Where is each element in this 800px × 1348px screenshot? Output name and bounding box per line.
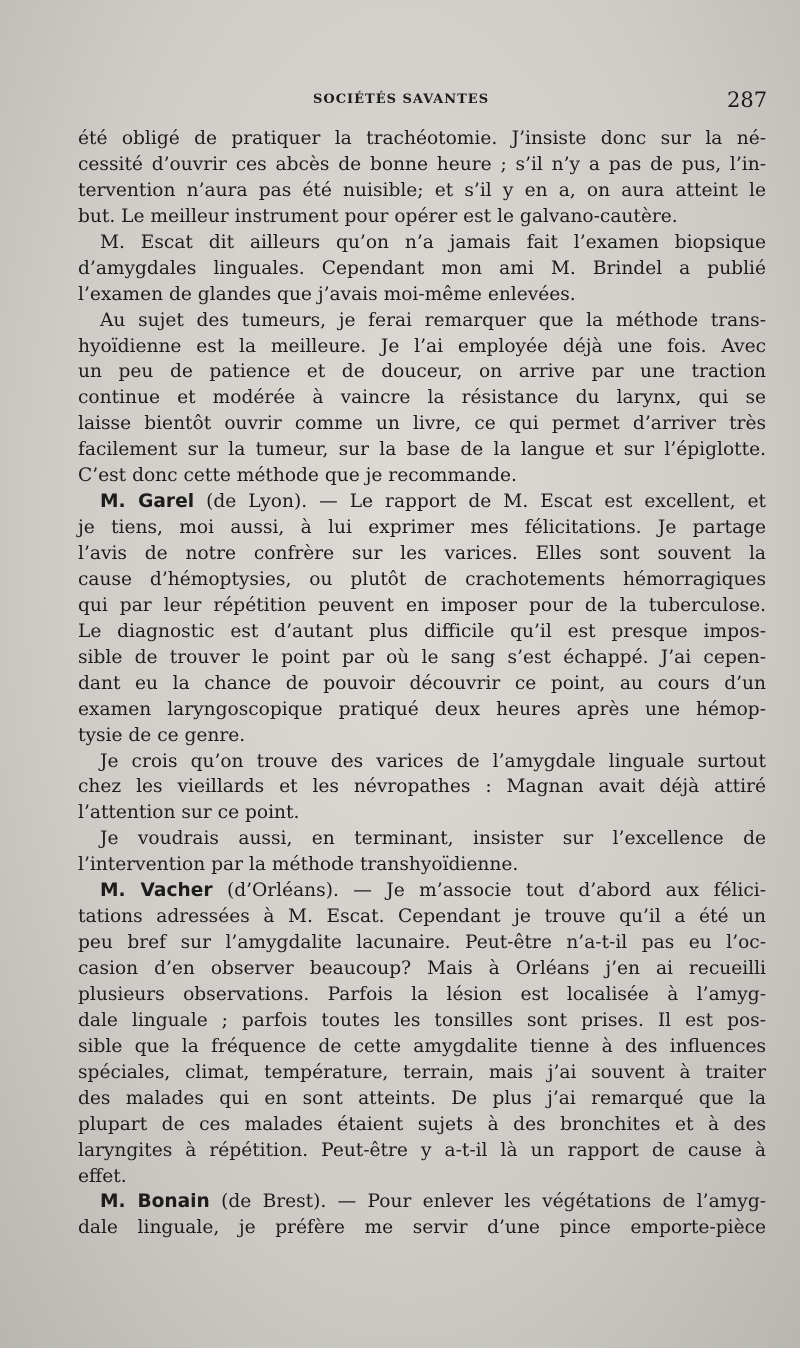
text-line [78,334,766,360]
line-text: M. Escat dit ailleurs qu’on n’a jamais fait l’examen biopsique [100,231,766,253]
text-line [78,541,766,567]
speaker-name: M. Garel [100,491,195,513]
speaker-name: M. Vacher [100,880,213,902]
text-line [78,593,766,619]
line-text: l’attention sur ce point. [78,802,300,824]
text-line [78,308,766,334]
text-line [78,774,766,800]
text-line [78,178,766,204]
line-text: sible de trouver le point par où le sang s’est échappé. J’ai cepen- [78,646,766,668]
line-text: tysie de ce genre. [78,724,246,746]
text-line [78,152,766,178]
text-line [78,282,766,308]
line-text: tervention n’aura pas été nuisible; et s’il y en a, on aura atteint le [78,179,766,201]
text-line [78,878,766,904]
line-text: examen laryngoscopique pratiqué deux heures après une hémop- [78,698,766,720]
text-line [78,826,766,852]
text-line [78,1086,766,1112]
line-text: été obligé de pratiquer la trachéotomie. J’insiste donc sur la né- [78,128,766,149]
text-line [78,437,766,463]
text-line [78,930,766,956]
line-text: tations adressées à M. Escat. Cependant je trouve qu’il a été un [78,906,766,928]
text-line [78,204,766,230]
text-line [78,126,766,152]
text-line [78,800,766,826]
text-line [78,359,766,385]
line-text: peu bref sur l’amygdalite lacunaire. Peut-être n’a-t-il pas eu l’oc- [78,932,766,954]
text-line [78,619,766,645]
text-line [78,1060,766,1086]
line-text: C’est donc cette méthode que je recommande. [78,465,517,487]
line-text: continue et modérée à vaincre la résistance du larynx, qui se [78,387,766,409]
line-text: dale linguale, je préfère me servir d’une pince emporte-pièce [78,1217,766,1239]
line-text: dale linguale ; parfois toutes les tonsilles sont prises. Il est pos- [78,1009,766,1031]
text-line [78,230,766,256]
text-line [78,385,766,411]
line-text: (d’Orléans). — Je m’associe tout d’abord aux félici- [212,880,767,902]
page-header [0,88,800,114]
text-line [78,982,766,1008]
text-line [78,1112,766,1138]
line-text: facilement sur la tumeur, sur la base de la langue et sur l’épiglotte. [78,439,766,461]
text-line [78,1138,766,1164]
line-text: casion d’en observer beaucoup? Mais à Orléans j’en ai recueilli [78,958,766,979]
text-line [78,671,766,697]
line-text: but. Le meilleur instrument pour opérer est le galvano-cautère. [78,205,678,227]
line-text: je tiens, moi aussi, à lui exprimer mes félicitations. Je partage [78,517,766,539]
line-text: des malades qui en sont atteints. De plus j’ai remarqué que la [78,1087,766,1109]
text-line [78,515,766,541]
line-text: sible que la fréquence de cette amygdalite tienne à des influences [78,1035,766,1057]
line-text: hyoïdienne est la meilleure. Je l’ai employée déjà une fois. Avec [78,335,766,357]
line-text: cause d’hémoptysies, ou plutôt de crachotements hémorragiques [78,568,766,590]
line-text: Au sujet des tumeurs, je ferai remarquer que la méthode trans- [100,309,766,331]
line-text: (de Brest). — Pour enlever les végétations de l’amyg- [209,1191,766,1213]
text-line [78,411,766,437]
line-text: plusieurs observations. Parfois la lésion est localisée à l’amyg- [78,983,766,1005]
page-number: 287 [727,88,768,112]
text-line [78,645,766,671]
line-text: un peu de patience et de douceur, on arrive par une traction [78,361,766,383]
line-text: chez les vieillards et les névropathes : Magnan avait déjà attiré [78,776,766,798]
text-line [78,1034,766,1060]
text-line [78,1215,766,1241]
text-line [78,697,766,723]
text-line [78,1164,766,1190]
line-text: l’avis de notre confrère sur les varices. Elles sont souvent la [78,543,766,564]
text-line [78,852,766,878]
text-line [78,723,766,749]
text-line [78,1008,766,1034]
text-line [78,904,766,930]
line-text: l’intervention par la méthode transhyoïdienne. [78,854,519,876]
text-line [78,489,766,515]
text-line [78,749,766,775]
line-text: d’amygdales linguales. Cependant mon ami M. Brindel a publié [78,257,766,279]
line-text: (de Lyon). — Le rapport de M. Escat est excellent, et [194,491,766,513]
text-line [78,463,766,489]
text-line [78,256,766,282]
speaker-name: M. Bonain [100,1191,210,1213]
line-text: Je voudrais aussi, en terminant, insister sur l’excellence de [100,828,766,850]
line-text: cessité d’ouvrir ces abcès de bonne heure ; s’il n’y a pas de pus, l’in- [78,153,766,175]
line-text: qui par leur répétition peuvent en imposer pour de la tuberculose. [78,594,766,616]
line-text: plupart de ces malades étaient sujets à des bronchites et à des [78,1113,766,1135]
text-line [78,567,766,593]
line-text: l’examen de glandes que j’avais moi-même enlevées. [78,283,576,305]
line-text: dant eu la chance de pouvoir découvrir ce point, au cours d’un [78,672,766,694]
text-line [78,1189,766,1215]
line-text: laryngites à répétition. Peut-être y a-t-il là un rapport de cause à [78,1139,766,1161]
text-line [78,956,766,982]
body-text [78,126,766,1241]
line-text: Je crois qu’on trouve des varices de l’amygdale linguale surtout [100,750,766,772]
line-text: laisse bientôt ouvrir comme un livre, ce qui permet d’arriver très [78,413,766,435]
line-text: effet. [78,1165,127,1187]
line-text: Le diagnostic est d’autant plus difficile qu’il est presque impos- [78,620,766,642]
running-head: SOCIÉTÉS SAVANTES [313,92,490,107]
line-text: spéciales, climat, température, terrain, mais j’ai souvent à traiter [78,1061,766,1083]
